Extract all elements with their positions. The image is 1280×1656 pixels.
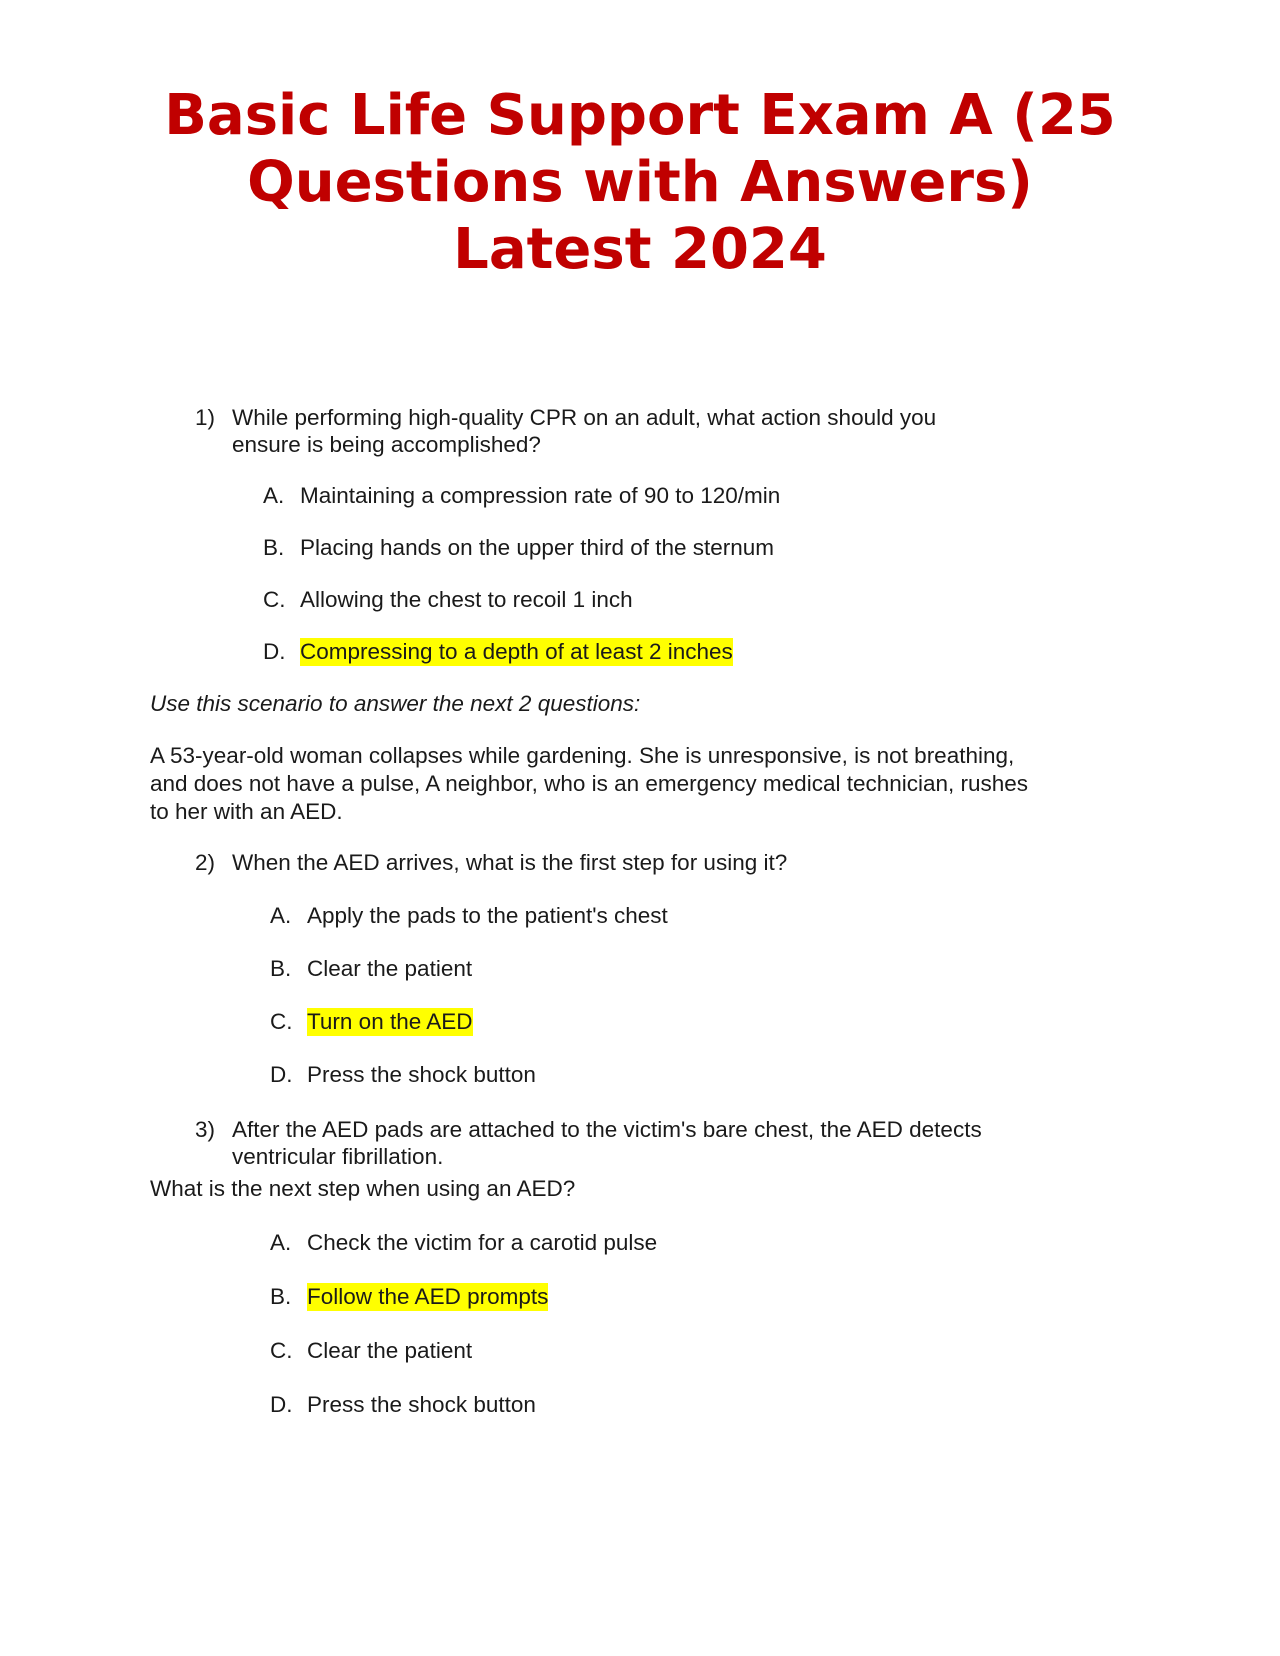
option-letter: A. <box>263 483 285 508</box>
highlighted-answer: Turn on the AED <box>307 1009 473 1034</box>
option-letter: D. <box>263 639 286 664</box>
question-text-line: ventricular fibrillation. <box>232 1144 444 1169</box>
question-text-line: ensure is being accomplished? <box>232 432 541 457</box>
title-line-2: Questions with Answers) <box>247 150 1033 215</box>
option-text: Clear the patient <box>307 956 473 981</box>
option-text: Clear the patient <box>307 1338 473 1363</box>
highlighted-answer: Compressing to a depth of at least 2 inches <box>300 639 733 664</box>
option-letter: A. <box>270 1230 292 1255</box>
title-line-3: Latest 2024 <box>453 217 827 282</box>
title-line-1: Basic Life Support Exam A (25 <box>164 83 1116 148</box>
option-letter: B. <box>270 956 292 981</box>
scenario-text-line: and does not have a pulse, A neighbor, who is an emergency medical technician, rushes <box>150 771 1029 796</box>
question-number: 2) <box>195 850 216 875</box>
question-text-line: After the AED pads are attached to the victim's bare chest, the AED detects <box>232 1117 982 1142</box>
question-number: 3) <box>195 1117 216 1142</box>
option-letter: A. <box>270 903 292 928</box>
scenario-text-line: to her with an AED. <box>150 799 343 824</box>
highlighted-answer: Follow the AED prompts <box>307 1284 549 1309</box>
scenario-intro: Use this scenario to answer the next 2 questions: <box>150 691 641 716</box>
option-text: Allowing the chest to recoil 1 inch <box>300 587 633 612</box>
option-text: Check the victim for a carotid pulse <box>307 1230 658 1255</box>
option-letter: C. <box>270 1009 293 1034</box>
option-text: Apply the pads to the patient's chest <box>307 903 668 928</box>
option-letter: D. <box>270 1062 293 1087</box>
question-followup: What is the next step when using an AED? <box>150 1176 576 1201</box>
option-text: Placing hands on the upper third of the sternum <box>300 535 775 560</box>
option-letter: C. <box>270 1338 293 1363</box>
option-text: Maintaining a compression rate of 90 to 120/min <box>300 483 781 508</box>
option-letter: C. <box>263 587 286 612</box>
scenario-text-line: A 53-year-old woman collapses while gardening. She is unresponsive, is not breathing, <box>150 743 1015 768</box>
question-text-line: While performing high-quality CPR on an adult, what action should you <box>232 405 937 430</box>
document-title <box>100 82 1180 283</box>
option-text: Press the shock button <box>307 1392 536 1417</box>
option-text: Press the shock button <box>307 1062 536 1087</box>
option-letter: B. <box>270 1284 292 1309</box>
question-text-line: When the AED arrives, what is the first step for using it? <box>232 850 788 875</box>
option-letter: D. <box>270 1392 293 1417</box>
question-number: 1) <box>195 405 216 430</box>
option-letter: B. <box>263 535 285 560</box>
